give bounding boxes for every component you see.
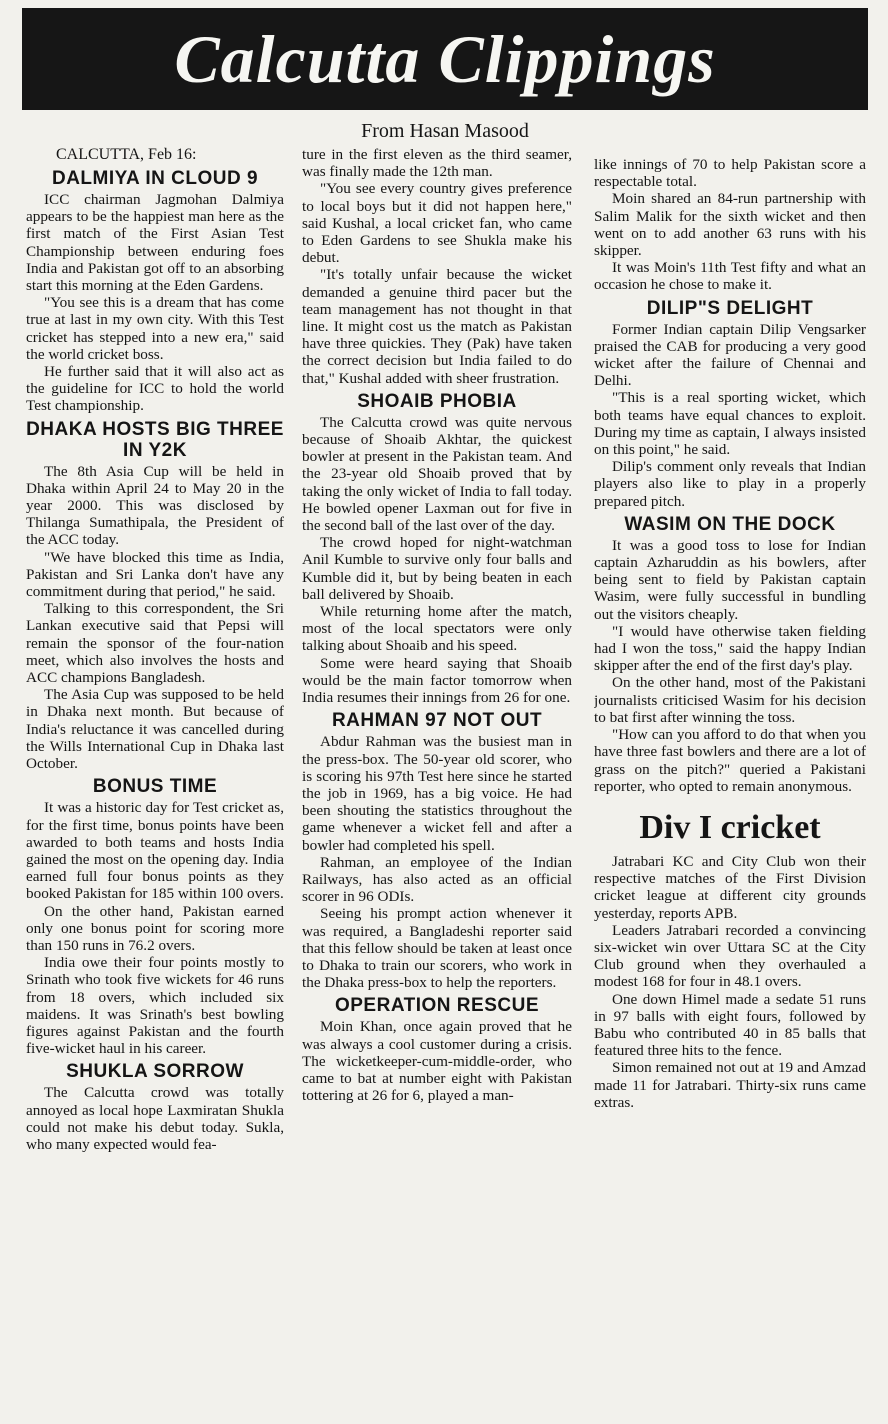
masthead-title: Calcutta Clippings: [174, 20, 716, 97]
article-paragraph: "I would have otherwise taken fielding had I won the toss," said the happy Indian skipper after the end of the first day's play.: [594, 622, 866, 675]
article-paragraph: Some were heard saying that Shoaib would be the main factor tomorrow when India resumes their innings from 26 for one.: [302, 654, 572, 707]
article-paragraph: Rahman, an employee of the Indian Railways, has also acted as an official scorer in 96 ODIs.: [302, 853, 572, 906]
article-paragraph: It was a good toss to lose for Indian captain Azharuddin as his bowlers, after being sent to field by Pakistan captain Wasim, were fully successful in bundling out the visitors cheaply.: [594, 536, 866, 623]
div-i-cricket-heading: Div I cricket: [639, 808, 821, 846]
article-paragraph: ture in the first eleven as the third seamer, was finally made the 12th man.: [302, 146, 572, 181]
article-paragraph: The 8th Asia Cup will be held in Dhaka within April 24 to May 20 in the year 2000. This was disclosed by Thilanga Sumathipala, the President of the ACC today.: [26, 462, 284, 549]
article-paragraph: He further said that it will also act as the guideline for ICC to hold the world Test championship.: [26, 363, 284, 415]
section-heading: DALMIYA IN CLOUD 9: [51, 168, 259, 189]
article-paragraph: The Asia Cup was supposed to be held in Dhaka next month. But because of India's reluctance it was cancelled during the Wills International Cup in Dhaka last October.: [26, 686, 284, 773]
article-paragraph: "It's totally unfair because the wicket demanded a genuine third pacer but the team management has not thought in that line. It might cost us the match as Pakistan have three quickies. They (Pak) have taken the correct decision but India failed to do that," Kushal added with sheer frustration.: [302, 266, 572, 387]
article-paragraph: India owe their four points mostly to Srinath who took five wickets for 46 runs from 18 overs, which included six maidens. It was Srinath's best bowling figures against Pakistan and the fourth five-wicket haul in his career.: [26, 954, 284, 1058]
article-paragraph: Moin shared an 84-run partnership with Salim Malik for the sixth wicket and then went on to add another 63 runs with his skipper.: [594, 190, 866, 260]
article-paragraph: "We have blocked this time as India, Pakistan and Sri Lanka don't have any commitment during that period," he said.: [26, 548, 284, 601]
article-paragraph: Talking to this correspondent, the Sri Lankan executive said that Pepsi will remain the sponsor of the four-nation meet, which also involves the hosts and ACC champions Bangladesh.: [26, 600, 284, 687]
article-paragraph: Seeing his prompt action whenever it was required, a Bangladeshi reporter said that this fellow should be taken at least once to Dhaka to train our scorers, who work in the Dhaka press-box to help the reporters.: [302, 905, 572, 992]
section-heading: RAHMAN 97 NOT OUT: [331, 710, 543, 732]
article-paragraph: "How can you afford to do that when you have three fast bowlers and there are a lot of grass on the pitch?" queried a Pakistani reporter, who opted to remain anonymous.: [594, 726, 866, 795]
article-paragraph: Abdur Rahman was the busiest man in the press-box. The 50-year old scorer, who is scoring his 97th Test here since he started the job in 1969, has a big voice. He had been shouting the statistics throughout the game whenever a wicket fell and after a bowler had completed his spell.: [302, 733, 572, 854]
article-paragraph: It was a historic day for Test cricket as, for the first time, bonus points have been awarded to both teams and hosts India gained the most on the opening day. India earned full four bonus points as they booked Pakistan for 185 within 100 overs.: [26, 799, 284, 903]
article-paragraph: On the other hand, Pakistan earned only one bonus point for scoring more than 150 runs in 76.2 overs.: [26, 902, 284, 954]
article-paragraph: Former Indian captain Dilip Vengsarker praised the CAB for producing a very good wicket after the failure of Chennai and Delhi.: [594, 320, 866, 390]
section-heading: OPERATION RESCUE: [334, 995, 539, 1017]
dateline: CALCUTTA, Feb 16:: [56, 146, 197, 163]
article-paragraph: "You see every country gives preference to local boys but it did not happen here," said Kushal, a local cricket fan, who came to Eden Gardens to see Shukla make his debut.: [302, 180, 572, 267]
section-heading: DILIP"S DELIGHT: [646, 297, 814, 319]
article-paragraph: While returning home after the match, most of the local spectators were only talking about Shoaib and his speed.: [302, 603, 572, 655]
column-1: [26, 146, 284, 1408]
section-heading: DHAKA HOSTS BIG THREE IN Y2K: [26, 418, 284, 461]
column-3-body: [594, 156, 866, 795]
article-paragraph: The Calcutta crowd was quite nervous because of Shoaib Akhtar, the quickest bowler at present in the Pakistan team. And the 23-year old Shoaib proved that by taking the only wicket of India to fall today. He bowled opener Laxman out for five in the second ball of the last over of the day.: [302, 413, 572, 535]
article-paragraph: like innings of 70 to help Pakistan score a respectable total.: [594, 156, 866, 191]
section-heading: SHUKLA SORROW: [66, 1061, 244, 1083]
article-paragraph: One down Himel made a sedate 51 runs in 97 balls with eight fours, followed by Babu who contributed 40 in 85 balls that featured three hits to the fence.: [594, 990, 866, 1060]
article-paragraph: It was Moin's 11th Test fifty and what an occasion he chose to make it.: [594, 259, 866, 294]
article-paragraph: Jatrabari KC and City Club won their respective matches of the First Division cricket league at different city grounds yesterday, reports APB.: [594, 852, 866, 922]
column-1-body: [26, 168, 284, 1153]
article-paragraph: The crowd hoped for night-watchman Anil Kumble to survive only four balls and Kumble did it, but by being beaten in each ball delivered by Shoaib.: [302, 534, 572, 603]
article-paragraph: On the other hand, most of the Pakistani journalists criticised Wasim for his decision to bat first after winning the toss.: [594, 674, 866, 726]
div-i-cricket-body: [594, 853, 866, 1111]
article-paragraph: Leaders Jatrabari recorded a convincing six-wicket win over Uttara SC at the City Club ground when they overhauled a modest 168 for four in 48.1 overs.: [594, 921, 866, 991]
column-2-body: [302, 146, 572, 1104]
article-paragraph: The Calcutta crowd was totally annoyed as local hope Laxmiratan Shukla could not make his debut today. Sukla, who many expected would fea-: [26, 1084, 284, 1153]
article-paragraph: ICC chairman Jagmohan Dalmiya appears to be the happiest man here as the first match of the First Asian Test Championship between enduring foes India and Pakistan got off to an absorbing start this morning at the Eden Gardens.: [26, 191, 284, 295]
section-heading: WASIM ON THE DOCK: [624, 513, 836, 535]
article-paragraph: "You see this is a dream that has come true at last in my own city. With this Test cricket has stepped into a new era," said the world cricket boss.: [26, 294, 284, 363]
section-heading: SHOAIB PHOBIA: [357, 390, 517, 412]
column-3: [594, 156, 866, 1418]
article-paragraph: Simon remained not out at 19 and Amzad made 11 for Jatrabari. Thirty-six runs came extras.: [594, 1059, 866, 1111]
byline: From Hasan Masood: [361, 120, 529, 142]
article-paragraph: "This is a real sporting wicket, which both teams have equal chances to exploit. During my time as captain, I always insisted on this point," he said.: [594, 389, 866, 459]
masthead-banner: [22, 8, 868, 110]
article-paragraph: Moin Khan, once again proved that he was always a cool customer during a crisis. The wicketkeeper-cum-middle-order, who came to bat at number eight with Pakistan tottering at 26 for 6, played a man-: [302, 1018, 572, 1105]
article-paragraph: Dilip's comment only reveals that Indian players also like to play in a properly prepared pitch.: [594, 458, 866, 510]
section-heading: BONUS TIME: [92, 776, 218, 798]
column-2: [302, 146, 572, 1408]
